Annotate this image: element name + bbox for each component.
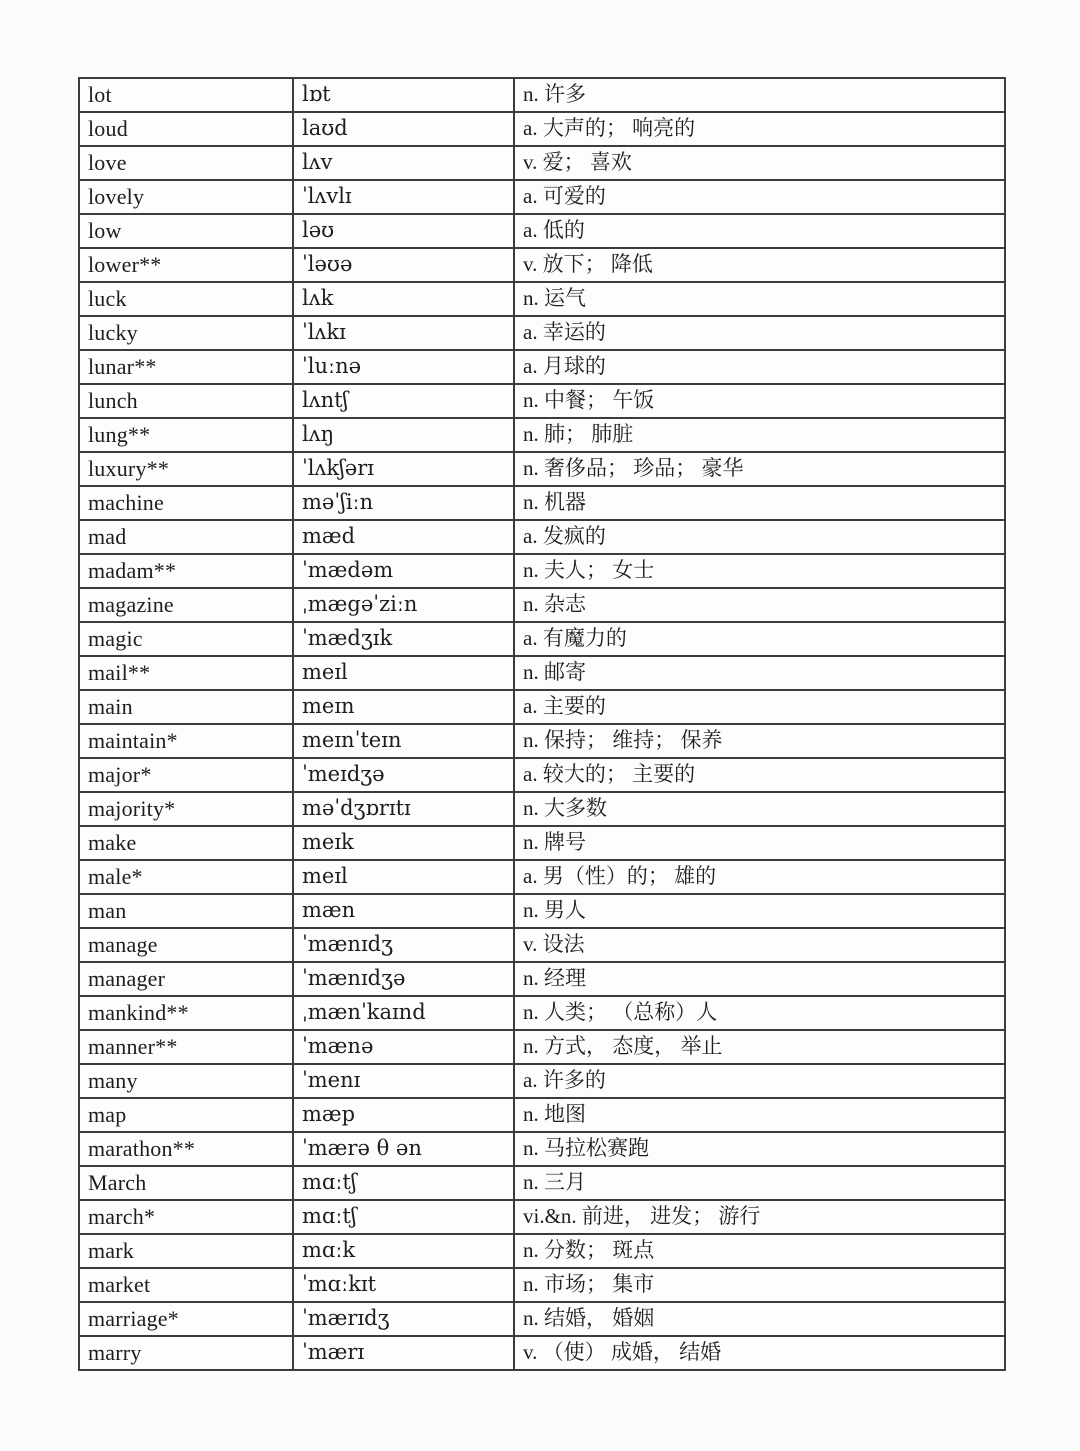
word-cell: mark (79, 1234, 293, 1268)
word-cell: man (79, 894, 293, 928)
word-cell: make (79, 826, 293, 860)
word-cell: lucky (79, 316, 293, 350)
pronunciation-cell: meɪnˈteɪn (293, 724, 514, 758)
table-row (79, 1302, 1005, 1336)
pronunciation-cell: meɪl (293, 860, 514, 894)
table-row (79, 384, 1005, 418)
word-cell: manager (79, 962, 293, 996)
pronunciation-cell: meɪk (293, 826, 514, 860)
word-cell: lung** (79, 418, 293, 452)
word-cell: madam** (79, 554, 293, 588)
word-cell: marriage* (79, 1302, 293, 1336)
definition-cell: n. 市场； 集市 (514, 1268, 1005, 1302)
definition-cell: a. 发疯的 (514, 520, 1005, 554)
pronunciation-cell: meɪn (293, 690, 514, 724)
definition-cell: n. 奢侈品； 珍品； 豪华 (514, 452, 1005, 486)
definition-cell: a. 低的 (514, 214, 1005, 248)
word-cell: manage (79, 928, 293, 962)
pronunciation-cell: ˈluːnə (293, 350, 514, 384)
definition-cell: a. 大声的； 响亮的 (514, 112, 1005, 146)
definition-cell: a. 较大的； 主要的 (514, 758, 1005, 792)
pronunciation-cell: ˈmɑːkɪt (293, 1268, 514, 1302)
pronunciation-cell: mɑːtʃ (293, 1200, 514, 1234)
word-cell: luxury** (79, 452, 293, 486)
pronunciation-cell: laʊd (293, 112, 514, 146)
definition-cell: n. 中餐； 午饭 (514, 384, 1005, 418)
pronunciation-cell: ˈmænə (293, 1030, 514, 1064)
pronunciation-cell: ləʊ (293, 214, 514, 248)
table-row (79, 452, 1005, 486)
pronunciation-cell: məˈdʒɒrɪtɪ (293, 792, 514, 826)
definition-cell: a. 可爱的 (514, 180, 1005, 214)
table-row (79, 622, 1005, 656)
pronunciation-cell: meɪl (293, 656, 514, 690)
word-cell: lunch (79, 384, 293, 418)
table-row (79, 1166, 1005, 1200)
definition-cell: n. 夫人； 女士 (514, 554, 1005, 588)
vocabulary-table (78, 77, 1006, 1371)
definition-cell: v. （使） 成婚， 结婚 (514, 1336, 1005, 1370)
word-cell: mail** (79, 656, 293, 690)
pronunciation-cell: ˈləʊə (293, 248, 514, 282)
pronunciation-cell: ˈlʌvlɪ (293, 180, 514, 214)
word-cell: magazine (79, 588, 293, 622)
pronunciation-cell: lʌntʃ (293, 384, 514, 418)
pronunciation-cell: mɑːk (293, 1234, 514, 1268)
pronunciation-cell: ˈlʌkʃərɪ (293, 452, 514, 486)
table-row (79, 214, 1005, 248)
word-cell: market (79, 1268, 293, 1302)
table-row (79, 962, 1005, 996)
pronunciation-cell: ˈmeɪdʒə (293, 758, 514, 792)
word-cell: lunar** (79, 350, 293, 384)
table-row (79, 554, 1005, 588)
definition-cell: n. 马拉松赛跑 (514, 1132, 1005, 1166)
pronunciation-cell: ˌmænˈkaɪnd (293, 996, 514, 1030)
table-row (79, 112, 1005, 146)
table-row (79, 1064, 1005, 1098)
word-cell: loud (79, 112, 293, 146)
table-row (79, 860, 1005, 894)
table-row (79, 78, 1005, 112)
definition-cell: a. 有魔力的 (514, 622, 1005, 656)
definition-cell: n. 结婚， 婚姻 (514, 1302, 1005, 1336)
definition-cell: n. 大多数 (514, 792, 1005, 826)
table-row (79, 1030, 1005, 1064)
word-cell: major* (79, 758, 293, 792)
definition-cell: a. 幸运的 (514, 316, 1005, 350)
word-cell: love (79, 146, 293, 180)
pronunciation-cell: mæp (293, 1098, 514, 1132)
word-cell: low (79, 214, 293, 248)
word-cell: many (79, 1064, 293, 1098)
definition-cell: a. 许多的 (514, 1064, 1005, 1098)
word-cell: March (79, 1166, 293, 1200)
pronunciation-cell: mæn (293, 894, 514, 928)
table-row (79, 146, 1005, 180)
word-cell: male* (79, 860, 293, 894)
definition-cell: n. 杂志 (514, 588, 1005, 622)
definition-cell: n. 运气 (514, 282, 1005, 316)
pronunciation-cell: ˈmænɪdʒ (293, 928, 514, 962)
table-row (79, 928, 1005, 962)
word-cell: manner** (79, 1030, 293, 1064)
word-cell: mad (79, 520, 293, 554)
vocabulary-table-body (79, 78, 1005, 1370)
pronunciation-cell: mæd (293, 520, 514, 554)
table-row (79, 316, 1005, 350)
pronunciation-cell: ˈmenɪ (293, 1064, 514, 1098)
pronunciation-cell: lʌk (293, 282, 514, 316)
word-cell: maintain* (79, 724, 293, 758)
pronunciation-cell: lɒt (293, 78, 514, 112)
table-row (79, 486, 1005, 520)
table-row (79, 588, 1005, 622)
definition-cell: n. 经理 (514, 962, 1005, 996)
table-row (79, 1200, 1005, 1234)
table-row (79, 656, 1005, 690)
pronunciation-cell: ˈmærə θ ən (293, 1132, 514, 1166)
table-row (79, 724, 1005, 758)
table-row (79, 1336, 1005, 1370)
word-cell: machine (79, 486, 293, 520)
word-cell: magic (79, 622, 293, 656)
table-row (79, 520, 1005, 554)
pronunciation-cell: mɑːtʃ (293, 1166, 514, 1200)
definition-cell: v. 爱； 喜欢 (514, 146, 1005, 180)
definition-cell: a. 主要的 (514, 690, 1005, 724)
word-cell: luck (79, 282, 293, 316)
table-row (79, 180, 1005, 214)
pronunciation-cell: lʌŋ (293, 418, 514, 452)
definition-cell: n. 人类； （总称）人 (514, 996, 1005, 1030)
definition-cell: n. 方式， 态度， 举止 (514, 1030, 1005, 1064)
definition-cell: n. 肺； 肺脏 (514, 418, 1005, 452)
word-cell: marry (79, 1336, 293, 1370)
table-row (79, 758, 1005, 792)
definition-cell: n. 保持； 维持； 保养 (514, 724, 1005, 758)
definition-cell: n. 地图 (514, 1098, 1005, 1132)
table-row (79, 282, 1005, 316)
table-row (79, 792, 1005, 826)
definition-cell: n. 三月 (514, 1166, 1005, 1200)
pronunciation-cell: ˈmædəm (293, 554, 514, 588)
pronunciation-cell: ˈlʌkɪ (293, 316, 514, 350)
definition-cell: n. 机器 (514, 486, 1005, 520)
pronunciation-cell: lʌv (293, 146, 514, 180)
word-cell: lower** (79, 248, 293, 282)
word-cell: mankind** (79, 996, 293, 1030)
pronunciation-cell: ˈmærɪ (293, 1336, 514, 1370)
definition-cell: vi.&n. 前进， 进发； 游行 (514, 1200, 1005, 1234)
definition-cell: a. 男（性）的； 雄的 (514, 860, 1005, 894)
pronunciation-cell: ˈmænɪdʒə (293, 962, 514, 996)
table-row (79, 894, 1005, 928)
table-row (79, 1234, 1005, 1268)
pronunciation-cell: ˈmærɪdʒ (293, 1302, 514, 1336)
definition-cell: n. 许多 (514, 78, 1005, 112)
table-row (79, 1268, 1005, 1302)
definition-cell: n. 牌号 (514, 826, 1005, 860)
table-row (79, 996, 1005, 1030)
table-row (79, 248, 1005, 282)
word-cell: main (79, 690, 293, 724)
word-cell: lovely (79, 180, 293, 214)
word-cell: march* (79, 1200, 293, 1234)
definition-cell: n. 分数； 斑点 (514, 1234, 1005, 1268)
word-cell: marathon** (79, 1132, 293, 1166)
table-row (79, 826, 1005, 860)
table-row (79, 690, 1005, 724)
table-row (79, 418, 1005, 452)
pronunciation-cell: ˌmægəˈziːn (293, 588, 514, 622)
definition-cell: v. 放下； 降低 (514, 248, 1005, 282)
word-cell: map (79, 1098, 293, 1132)
definition-cell: a. 月球的 (514, 350, 1005, 384)
table-row (79, 1132, 1005, 1166)
pronunciation-cell: məˈʃiːn (293, 486, 514, 520)
definition-cell: v. 设法 (514, 928, 1005, 962)
word-cell: lot (79, 78, 293, 112)
word-cell: majority* (79, 792, 293, 826)
table-row (79, 350, 1005, 384)
table-row (79, 1098, 1005, 1132)
definition-cell: n. 男人 (514, 894, 1005, 928)
pronunciation-cell: ˈmædʒɪk (293, 622, 514, 656)
definition-cell: n. 邮寄 (514, 656, 1005, 690)
